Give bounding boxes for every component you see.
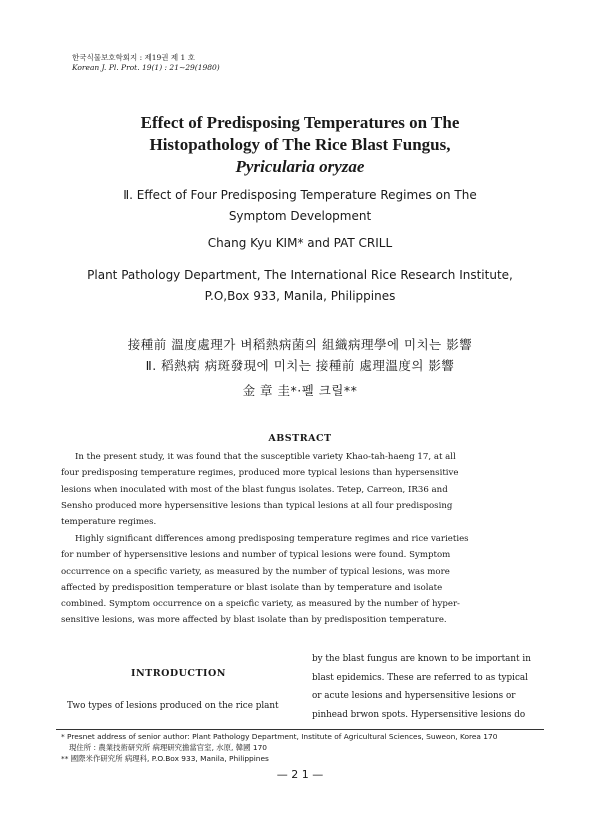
abstract-line: lesions when inoculated with most of the blast fungus isolates. Tetep, Carreon, IR36 and (61, 484, 448, 495)
introduction-line: pinhead brwon spots. Hypersensitive lesions do (312, 709, 526, 720)
introduction-line: or acute lesions and hypersensitive lesions or (312, 691, 516, 701)
abstract-line: occurrence on a specific variety, as measured by the number of typical lesions, was more (61, 566, 450, 577)
abstract-paragraph-2 (61, 531, 539, 629)
introduction-line: blast epidemics. These are referred to as typical (312, 672, 528, 683)
abstract-heading: ABSTRACT (268, 433, 332, 444)
journal-header-korean: 한국식물보호학회지 : 제19권 제 1 호 (72, 53, 195, 62)
paper-subtitle-line-1: Ⅱ. Effect of Four Predisposing Temperature Regimes on The (123, 188, 477, 202)
korean-title-line-2: Ⅱ. 稻熱病 病斑發現에 미치는 接種前 處理溫度의 影響 (145, 358, 455, 373)
abstract-line: In the present study, it was found that the susceptible variety Khao-tah-haeng 17, at all (75, 452, 456, 462)
abstract-paragraph-1 (61, 449, 539, 530)
abstract-line: affected by predisposition temperature or blast isolate than by temperature and isolate (61, 582, 443, 593)
korean-authors: 金 章 圭*·펠 크릴** (242, 383, 358, 398)
abstract-line: for number of hypersensitive lesions and number of typical lesions were found. Symptom (61, 550, 451, 561)
paper-subtitle-line-2: Symptom Development (228, 209, 372, 223)
abstract-line: temperature regimes. (61, 517, 157, 528)
abstract-line: Highly significant differences among predisposing temperature regimes and rice varieties (75, 534, 469, 544)
abstract-line: four predisposing temperature regimes, produced more typical lesions than hypersensitive (61, 468, 459, 479)
footnote-2: ** 國際米作研究所 病理科, P.O.Box 933, Manila, Philippines (61, 754, 269, 763)
abstract-line: combined. Symptom occurrence on a speicfic variety, as measured by the number of hyper- (61, 599, 460, 610)
abstract-line: Sensho produced more hypersensitive lesions than typical lesions at all four predisposing (61, 500, 453, 511)
footnote-rule (56, 729, 544, 730)
affiliation-line-2: P.O,Box 933, Manila, Philippines (204, 289, 396, 303)
journal-header-english: Korean J. Pl. Prot. 19(1) : 21∼29(1980) (72, 63, 220, 72)
footnote-1-korean: 現住所 : 農業技術研究所 病理研究擔當官室, 水原, 韓國 170 (69, 743, 267, 752)
paper-title-line-2: Histopathology of The Rice Blast Fungus, (149, 135, 451, 154)
page-number: — 2 1 — (276, 768, 324, 781)
affiliation-line-1: Plant Pathology Department, The International Rice Research Institute, (87, 268, 513, 282)
introduction-line: by the blast fungus are known to be important in (312, 654, 531, 664)
abstract-line: sensitive lesions, was more affected by blast isolate than by predisposition temperature. (61, 615, 447, 626)
paper-title-line-3: Pyricularia oryzae (235, 157, 365, 176)
introduction-right-column (312, 650, 544, 724)
korean-title-line-1: 接種前 溫度處理가 벼稻熱病菌의 組織病理學에 미치는 影響 (127, 337, 473, 352)
paper-title-line-1: Effect of Predisposing Temperatures on The (140, 113, 460, 132)
authors: Chang Kyu KIM* and PAT CRILL (207, 236, 393, 250)
introduction-left-text: Two types of lesions produced on the rice plant (67, 701, 279, 711)
footnote-1: * Presnet address of senior author: Plant Pathology Department, Institute of Agricultural Sciences, Suweon, Korea 170 (61, 732, 498, 741)
introduction-heading: INTRODUCTION (131, 668, 226, 679)
